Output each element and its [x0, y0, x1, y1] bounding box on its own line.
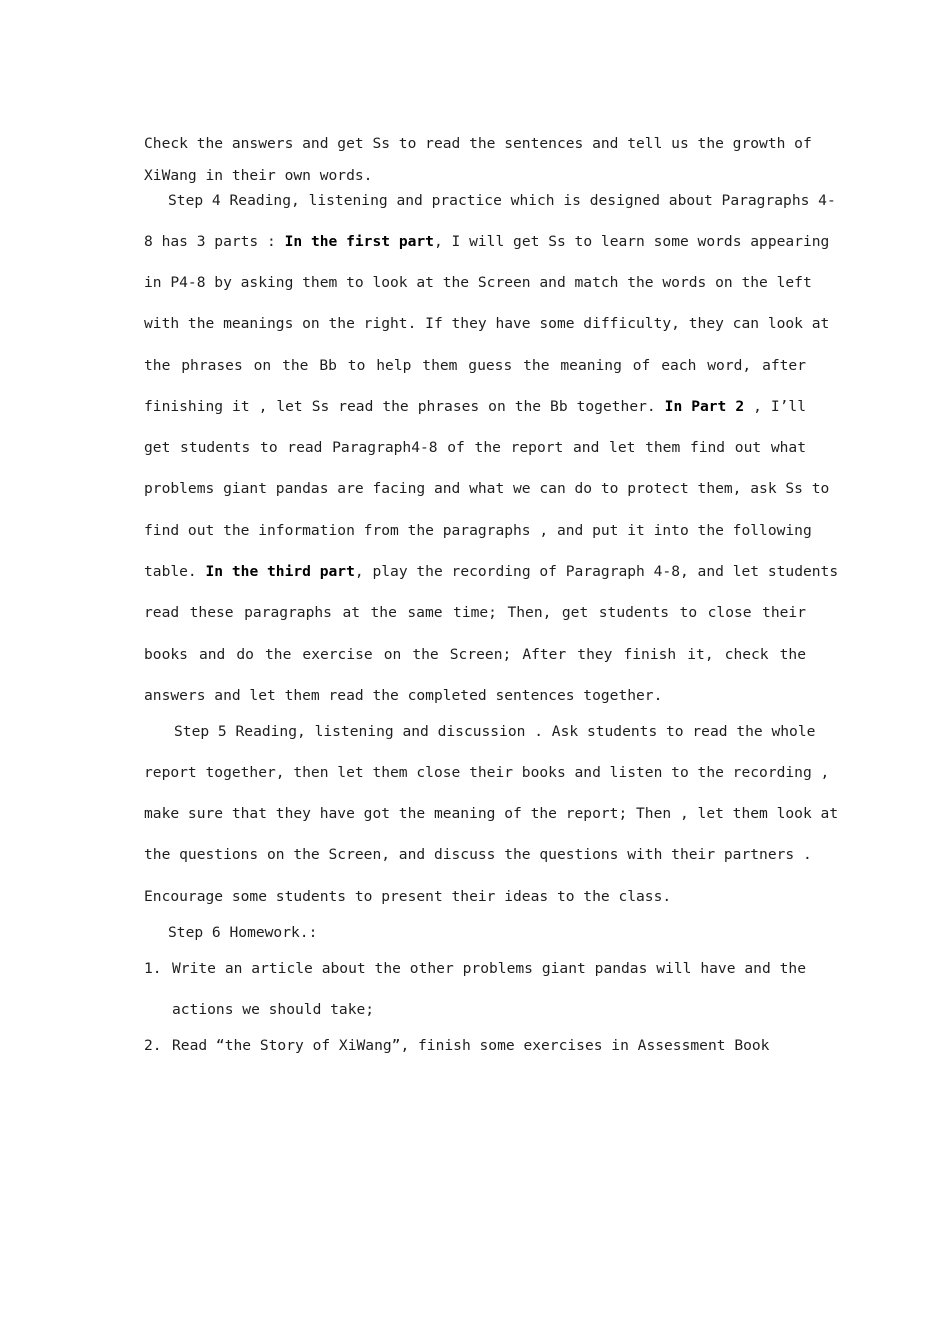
bold-phrase: In Part 2 — [664, 398, 745, 415]
text-span: , play the recording of Paragraph 4-8, and let students — [354, 563, 839, 580]
bold-phrase: In the third part — [205, 563, 355, 580]
text-line: get students to read Paragraph4-8 of the report and let them find out what — [144, 439, 806, 456]
list-item-line: Read “the Story of XiWang”, finish some exercises in Assessment Book — [172, 1037, 770, 1054]
text-line — [144, 398, 806, 416]
text-line: make sure that they have got the meaning of the report; Then , let them look at — [144, 805, 839, 822]
text-span: finishing it , let Ss read the phrases on the Bb together. — [144, 398, 665, 415]
text-span: , I will get Ss to learn some words appearing — [433, 233, 830, 250]
text-line: the phrases on the Bb to help them guess the meaning of each word, after — [144, 357, 806, 374]
text-line — [144, 233, 830, 251]
text-line: problems giant pandas are facing and what we can do to protect them, ask Ss to — [144, 480, 830, 497]
text-line: in P4-8 by asking them to look at the Screen and match the words on the left — [144, 274, 812, 291]
list-item-line: Write an article about the other problems giant pandas will have and the — [172, 960, 806, 977]
list-number: 2. — [144, 1037, 162, 1054]
text-span: table. — [144, 563, 206, 580]
text-line: report together, then let them close their books and listen to the recording , — [144, 764, 830, 781]
list-number: 1. — [144, 960, 162, 977]
text-line: Check the answers and get Ss to read the sentences and tell us the growth of — [144, 135, 812, 152]
text-line: Encourage some students to present their ideas to the class. — [144, 888, 672, 905]
step6-heading-line: Step 6 Homework.: — [168, 924, 318, 941]
step5-heading-line: Step 5 Reading, listening and discussion . Ask students to read the whole — [174, 723, 816, 740]
text-span: 8 has 3 parts : — [144, 233, 285, 250]
text-line: books and do the exercise on the Screen; After they finish it, check the — [144, 646, 806, 663]
step4-heading-line: Step 4 Reading, listening and practice which is designed about Paragraphs 4- — [168, 192, 836, 209]
text-line: read these paragraphs at the same time; Then, get students to close their — [144, 604, 806, 621]
list-item-line: actions we should take; — [172, 1001, 375, 1018]
text-line: XiWang in their own words. — [144, 167, 373, 184]
text-line — [144, 563, 839, 581]
text-span: , I’ll — [744, 398, 806, 415]
text-line: with the meanings on the right. If they have some difficulty, they can look at — [144, 315, 830, 332]
bold-phrase: In the first part — [284, 233, 434, 250]
text-line: find out the information from the paragraphs , and put it into the following — [144, 522, 812, 539]
text-line: the questions on the Screen, and discuss the questions with their partners . — [144, 846, 812, 863]
text-line: answers and let them read the completed sentences together. — [144, 687, 663, 704]
